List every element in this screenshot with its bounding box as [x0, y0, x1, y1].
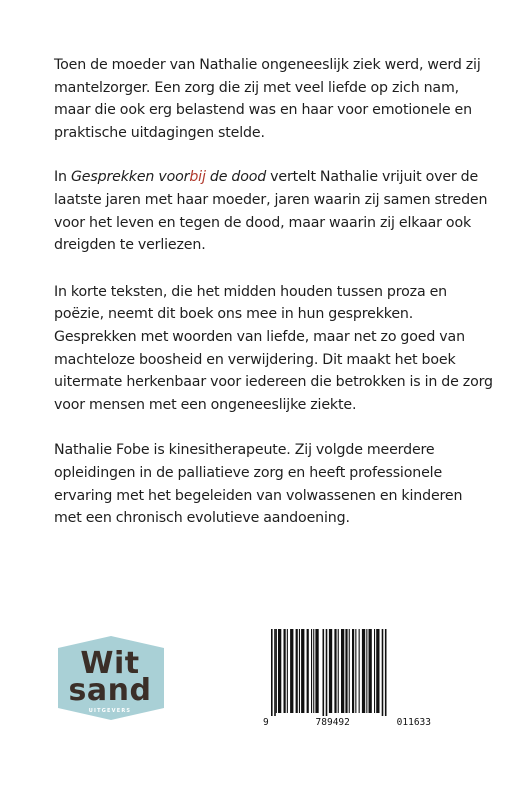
- book-title-part-2: de dood: [205, 169, 267, 186]
- barcode-bar: [345, 629, 347, 713]
- isbn-barcode: [261, 629, 433, 729]
- barcode-bar: [349, 629, 350, 713]
- barcode-bar: [271, 629, 273, 716]
- barcode-bar: [313, 629, 314, 713]
- blurb-paragraph-2: [54, 166, 494, 256]
- barcode-bar: [290, 629, 293, 713]
- barcode-bar: [299, 629, 300, 713]
- back-cover-blurb: [54, 54, 494, 552]
- barcode-bar: [385, 629, 387, 716]
- paragraph-2-prefix: In: [54, 169, 71, 186]
- author-bio: Nathalie Fobe is kinesitherapeute. Zij volgde meerdere opleidingen in de palliatieve zorg en heeft professionele ervaring met het begeleiden van volwassenen en kinderen met een chronisch evolutieve aandoening.: [54, 442, 463, 527]
- blurb-paragraph-3: In korte teksten, die het midden houden tussen proza en poëzie, neemt dit boek ons mee in hun gesprekken. Gesprekken met woorden van liefde, maar net zo goed van machteloze boosheid en verwijdering. Dit maakt het boek uitermate herkenbaar voor iedereen die betrokken is in de zorg voor mensen met een ongeneeslijke ziekte.: [54, 283, 493, 413]
- barcode-bar: [276, 629, 277, 713]
- book-title: [71, 169, 266, 185]
- barcode-bar: [382, 629, 384, 716]
- barcode-bar: [311, 629, 312, 713]
- book-title-accent: bij: [189, 169, 206, 186]
- barcode-bar: [334, 629, 336, 713]
- book-title-part-1: Gesprekken voor: [70, 169, 190, 186]
- barcode-bar: [329, 629, 332, 713]
- logo-word-wit: Wit: [80, 646, 140, 681]
- barcode-bar: [359, 629, 360, 713]
- barcode-bar: [355, 629, 356, 713]
- barcode-bar: [323, 629, 325, 716]
- isbn-digit-group-2: 789492: [315, 717, 350, 728]
- barcode-bar: [284, 629, 286, 713]
- isbn-digit-group-1: 9: [263, 717, 269, 728]
- barcode-bar: [341, 629, 344, 713]
- logo-subline: UITGEVERS: [88, 708, 132, 714]
- barcode-bar: [315, 629, 318, 713]
- barcode-bar: [287, 629, 288, 713]
- logo-word-sand: sand: [68, 673, 152, 708]
- barcode-bar: [362, 629, 365, 713]
- barcode-bar: [307, 629, 309, 713]
- barcode-bar: [301, 629, 304, 713]
- blurb-paragraph-1: Toen de moeder van Nathalie ongeneeslijk ziek werd, werd zij mantelzorger. Een zorg die zij met veel liefde op zich nam, maar die ook erg belastend was en haar voor emotionele en praktische uitdagingen stelde.: [54, 57, 481, 141]
- barcode-bar: [369, 629, 372, 713]
- barcode-bar: [352, 629, 354, 713]
- isbn-number: [261, 716, 433, 729]
- publisher-logo: [52, 634, 170, 722]
- barcode-bar: [366, 629, 367, 713]
- isbn-digit-group-3: 011633: [396, 717, 431, 728]
- barcode-icon: [261, 629, 433, 716]
- barcode-bar: [376, 629, 379, 713]
- barcode-bar: [326, 629, 328, 716]
- paragraph-2-suffix: vertelt Nathalie vrijuit over de laatste jaren met haar moeder, jaren waarin zij samen streden voor het leven en tegen de dood, maar waarin zij elkaar ook dreigden te verliezen.: [54, 169, 488, 254]
- barcode-bar: [338, 629, 339, 713]
- barcode-bar: [374, 629, 375, 713]
- barcode-bar: [278, 629, 281, 713]
- barcode-bar: [296, 629, 298, 713]
- barcode-bar: [274, 629, 276, 716]
